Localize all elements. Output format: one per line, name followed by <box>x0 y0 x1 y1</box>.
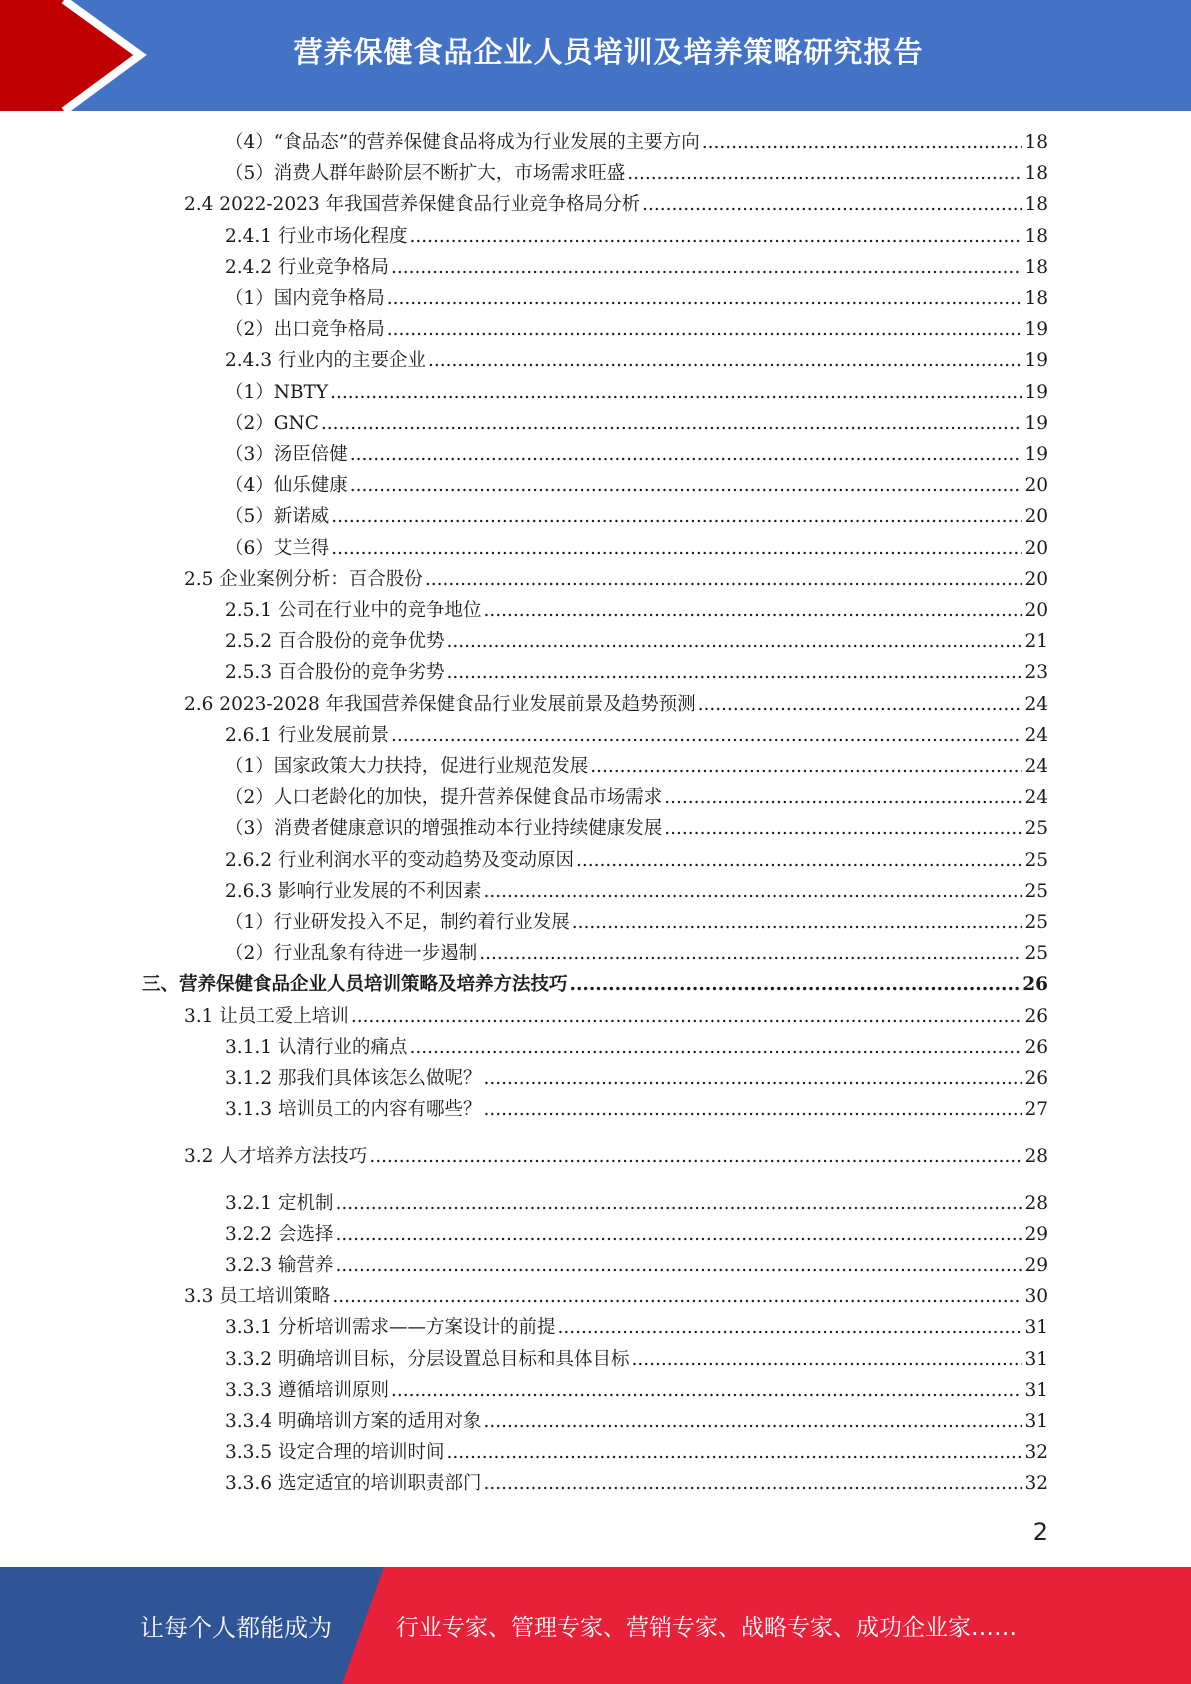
toc-dot-leader <box>331 501 1022 532</box>
toc-entry-label: 3.3.2 明确培训目标，分层设置总目标和具体目标 <box>225 1349 630 1370</box>
toc-entry-page: 20 <box>1024 475 1048 496</box>
toc-entry[interactable] <box>225 845 1048 876</box>
toc-dot-leader <box>702 127 1023 158</box>
toc-entry-page: 19 <box>1024 350 1048 371</box>
toc-dot-leader <box>664 813 1022 844</box>
toc-entry-label: （1）国家政策大力扶持，促进行业规范发展 <box>225 756 589 777</box>
toc-dot-leader <box>387 283 1023 314</box>
toc-dot-leader <box>369 1141 1022 1172</box>
toc-entry-page: 18 <box>1024 194 1048 215</box>
toc-entry-page: 30 <box>1024 1286 1048 1307</box>
toc-entry-label: 2.4 2022-2023 年我国营养保健食品行业竞争格局分析 <box>184 194 641 215</box>
toc-dot-leader <box>391 252 1022 283</box>
toc-entry-page: 25 <box>1024 850 1048 871</box>
toc-dot-leader <box>483 876 1022 907</box>
toc-entry[interactable] <box>225 751 1048 782</box>
toc-entry-label: 3.3.3 遵循培训原则 <box>225 1380 389 1401</box>
footer-slogan-right: 行业专家、管理专家、营销专家、战略专家、成功企业家…… <box>396 1615 1017 1641</box>
toc-entry[interactable] <box>142 969 1048 1000</box>
toc-entry[interactable] <box>225 657 1048 688</box>
toc-entry-page: 31 <box>1024 1380 1048 1401</box>
toc-entry-page: 26 <box>1024 1068 1048 1089</box>
toc-entry[interactable] <box>225 1406 1048 1437</box>
toc-entry-label: （5）新诺威 <box>225 506 330 527</box>
toc-entry-label: 3.3.4 明确培训方案的适用对象 <box>225 1411 482 1432</box>
toc-dot-leader <box>557 1312 1022 1343</box>
toc-entry-page: 25 <box>1024 818 1048 839</box>
toc-entry[interactable] <box>225 782 1048 813</box>
toc-entry[interactable] <box>225 1063 1048 1094</box>
toc-entry-label: （2）GNC <box>225 413 319 434</box>
toc-entry-page: 24 <box>1024 787 1048 808</box>
toc-entry-page: 26 <box>1022 974 1048 995</box>
toc-dot-leader <box>642 189 1022 220</box>
toc-dot-leader <box>664 782 1022 813</box>
toc-entry-label: 2.6 2023-2028 年我国营养保健食品行业发展前景及趋势预测 <box>184 694 696 715</box>
toc-entry[interactable] <box>225 1188 1048 1219</box>
toc-entry-page: 29 <box>1024 1255 1048 1276</box>
toc-entry[interactable] <box>225 1437 1048 1468</box>
toc-entry-label: 3.1 让员工爱上培训 <box>184 1006 349 1027</box>
toc-entry-page: 20 <box>1024 538 1048 559</box>
toc-entry-label: 2.4.2 行业竞争格局 <box>225 257 389 278</box>
toc-dot-leader <box>332 1281 1022 1312</box>
toc-entry-label: （4）“食品态”的营养保健食品将成为行业发展的主要方向 <box>225 132 700 153</box>
toc-entry[interactable] <box>225 1094 1048 1125</box>
toc-entry[interactable] <box>225 1032 1048 1063</box>
toc-dot-leader <box>335 1250 1022 1281</box>
toc-dot-leader <box>391 1375 1022 1406</box>
toc-entry-label: 3.2 人才培养方法技巧 <box>184 1146 368 1167</box>
toc-dot-leader <box>387 314 1023 345</box>
toc-entry-page: 18 <box>1024 257 1048 278</box>
toc-entry-label: 3.1.3 培训员工的内容有哪些？ <box>225 1099 482 1120</box>
toc-entry-label: （2）人口老龄化的加快，提升营养保健食品市场需求 <box>225 787 663 808</box>
toc-entry-page: 23 <box>1024 662 1048 683</box>
toc-entry[interactable] <box>225 252 1048 283</box>
toc-entry-page: 24 <box>1024 756 1048 777</box>
toc-entry-label: （3）消费者健康意识的增强推动本行业持续健康发展 <box>225 818 663 839</box>
toc-entry-page: 29 <box>1024 1224 1048 1245</box>
toc-dot-leader <box>425 564 1023 595</box>
toc-entry-label: 2.4.1 行业市场化程度 <box>225 226 408 247</box>
toc-entry-page: 31 <box>1024 1317 1048 1338</box>
toc-dot-leader <box>479 938 1022 969</box>
toc-dot-leader <box>350 470 1023 501</box>
toc-entry[interactable] <box>225 439 1048 470</box>
toc-entry[interactable] <box>225 158 1048 189</box>
toc-entry[interactable] <box>184 564 1048 595</box>
toc-entry-page: 25 <box>1024 912 1048 933</box>
toc-entry-page: 18 <box>1024 288 1048 309</box>
toc-dot-leader <box>570 969 1021 1000</box>
toc-entry[interactable] <box>225 1375 1048 1406</box>
toc-entry-page: 28 <box>1024 1193 1048 1214</box>
toc-dot-leader <box>391 720 1022 751</box>
toc-entry-page: 32 <box>1024 1442 1048 1463</box>
toc-entry[interactable] <box>225 221 1048 252</box>
toc-entry-label: （6）艾兰得 <box>225 538 330 559</box>
toc-dot-leader <box>330 377 1022 408</box>
toc-dot-leader <box>446 657 1022 688</box>
toc-entry[interactable] <box>225 626 1048 657</box>
toc-entry-page: 20 <box>1024 569 1048 590</box>
toc-dot-leader <box>483 1468 1022 1499</box>
toc-entry[interactable] <box>225 1344 1048 1375</box>
toc-dot-leader <box>335 1219 1022 1250</box>
toc-entry[interactable] <box>225 720 1048 751</box>
toc-entry-label: 3.3.1 分析培训需求——方案设计的前提 <box>225 1317 556 1338</box>
toc-entry-page: 31 <box>1024 1411 1048 1432</box>
toc-entry-page: 24 <box>1024 694 1048 715</box>
toc-entry-page: 21 <box>1024 631 1048 652</box>
toc-dot-leader <box>483 1063 1022 1094</box>
toc-dot-leader <box>590 751 1022 782</box>
toc-entry-label: （5）消费人群年龄阶层不断扩大，市场需求旺盛 <box>225 163 626 184</box>
toc-dot-leader <box>321 408 1023 439</box>
toc-entry-page: 28 <box>1024 1146 1048 1167</box>
toc-entry[interactable] <box>225 377 1048 408</box>
toc-entry-page: 25 <box>1024 943 1048 964</box>
toc-entry-page: 20 <box>1024 600 1048 621</box>
toc-entry[interactable] <box>225 1468 1048 1499</box>
toc-entry-page: 27 <box>1024 1099 1048 1120</box>
toc-entry-page: 18 <box>1024 132 1048 153</box>
header-banner <box>0 0 1191 111</box>
toc-entry[interactable] <box>225 283 1048 314</box>
toc-entry[interactable] <box>225 876 1048 907</box>
toc-entry[interactable] <box>225 1250 1048 1281</box>
toc-entry-page: 32 <box>1024 1473 1048 1494</box>
toc-dot-leader <box>335 1188 1022 1219</box>
toc-dot-leader <box>428 345 1022 376</box>
toc-dot-leader <box>572 907 1023 938</box>
toc-entry[interactable] <box>225 314 1048 345</box>
toc-entry-label: 3.2.1 定机制 <box>225 1193 334 1214</box>
toc-entry-label: 2.6.2 行业利润水平的变动趋势及变动原因 <box>225 850 574 871</box>
toc-dot-leader <box>627 158 1022 189</box>
toc-entry[interactable] <box>225 938 1048 969</box>
toc-entry[interactable] <box>184 189 1048 220</box>
toc-entry[interactable] <box>184 1281 1048 1312</box>
toc-dot-leader <box>350 439 1023 470</box>
toc-entry-page: 18 <box>1024 163 1048 184</box>
toc-entry[interactable] <box>225 1312 1048 1343</box>
toc-entry-label: 2.6.3 影响行业发展的不利因素 <box>225 881 482 902</box>
toc-entry-page: 31 <box>1024 1349 1048 1370</box>
toc-dot-leader <box>483 595 1022 626</box>
toc-entry-page: 26 <box>1024 1037 1048 1058</box>
footer-slogan-left: 让每个人都能成为 <box>140 1614 332 1642</box>
toc-entry[interactable] <box>225 127 1048 158</box>
toc-entry-label: （4）仙乐健康 <box>225 475 348 496</box>
toc-entry-label: 3.3 员工培训策略 <box>184 1286 331 1307</box>
toc-entry-label: 2.5.2 百合股份的竞争优势 <box>225 631 445 652</box>
toc-entry-page: 25 <box>1024 881 1048 902</box>
toc-dot-leader <box>446 626 1022 657</box>
toc-entry-page: 20 <box>1024 506 1048 527</box>
toc-entry-label: 3.1.2 那我们具体该怎么做呢？ <box>225 1068 482 1089</box>
toc-dot-leader <box>631 1344 1022 1375</box>
toc-entry-page: 19 <box>1024 319 1048 340</box>
toc-entry-label: 2.5 企业案例分析：百合股份 <box>184 569 423 590</box>
toc-entry-label: 三、营养保健食品企业人员培训策略及培养方法技巧 <box>142 974 568 995</box>
toc-dot-leader <box>698 689 1023 720</box>
toc-entry-label: （1）NBTY <box>225 382 329 403</box>
toc-entry[interactable] <box>184 1001 1048 1032</box>
toc-entry[interactable] <box>184 689 1048 720</box>
toc-entry-label: （2）行业乱象有待进一步遏制 <box>225 943 478 964</box>
toc-entry[interactable] <box>225 907 1048 938</box>
toc-entry-label: （1）行业研发投入不足，制约着行业发展 <box>225 912 570 933</box>
page-number: 2 <box>1032 1518 1048 1546</box>
toc-entry[interactable] <box>225 345 1048 376</box>
toc-entry-label: 2.6.1 行业发展前景 <box>225 725 389 746</box>
toc-entry-label: 3.2.3 输营养 <box>225 1255 334 1276</box>
toc-entry-label: 3.3.5 设定合理的培训时间 <box>225 1442 445 1463</box>
toc-entry-label: 3.2.2 会选择 <box>225 1224 334 1245</box>
toc-entry-label: 2.5.3 百合股份的竞争劣势 <box>225 662 445 683</box>
toc-dot-leader <box>446 1437 1022 1468</box>
toc-dot-leader <box>576 845 1022 876</box>
toc-entry[interactable] <box>225 408 1048 439</box>
toc-dot-leader <box>331 533 1022 564</box>
footer-banner <box>0 1567 1191 1684</box>
toc-entry-label: 2.4.3 行业内的主要企业 <box>225 350 426 371</box>
toc-entry-page: 24 <box>1024 725 1048 746</box>
toc-entry-page: 19 <box>1024 444 1048 465</box>
toc-entry-label: 3.3.6 选定适宜的培训职责部门 <box>225 1473 482 1494</box>
toc-dot-leader <box>409 221 1022 252</box>
document-title: 营养保健食品企业人员培训及培养策略研究报告 <box>293 34 924 69</box>
toc-entry[interactable] <box>184 1141 1048 1172</box>
toc-entry-page: 19 <box>1024 382 1048 403</box>
toc-dot-leader <box>351 1001 1023 1032</box>
toc-entry-label: 2.5.1 公司在行业中的竞争地位 <box>225 600 482 621</box>
toc-entry[interactable] <box>225 813 1048 844</box>
toc-dot-leader <box>409 1032 1022 1063</box>
toc-entry-label: 3.1.1 认清行业的痛点 <box>225 1037 408 1058</box>
toc-entry-page: 19 <box>1024 413 1048 434</box>
toc-entry-label: （1）国内竞争格局 <box>225 288 385 309</box>
toc-entry-label: （2）出口竞争格局 <box>225 319 385 340</box>
toc-entry[interactable] <box>225 595 1048 626</box>
toc-entry[interactable] <box>225 470 1048 501</box>
toc-entry[interactable] <box>225 1219 1048 1250</box>
toc-entry[interactable] <box>225 501 1048 532</box>
toc-entry-label: （3）汤臣倍健 <box>225 444 348 465</box>
toc-entry[interactable] <box>225 533 1048 564</box>
toc-dot-leader <box>483 1094 1022 1125</box>
toc-entry-page: 26 <box>1024 1006 1048 1027</box>
toc-entry-page: 18 <box>1024 226 1048 247</box>
toc-dot-leader <box>483 1406 1022 1437</box>
